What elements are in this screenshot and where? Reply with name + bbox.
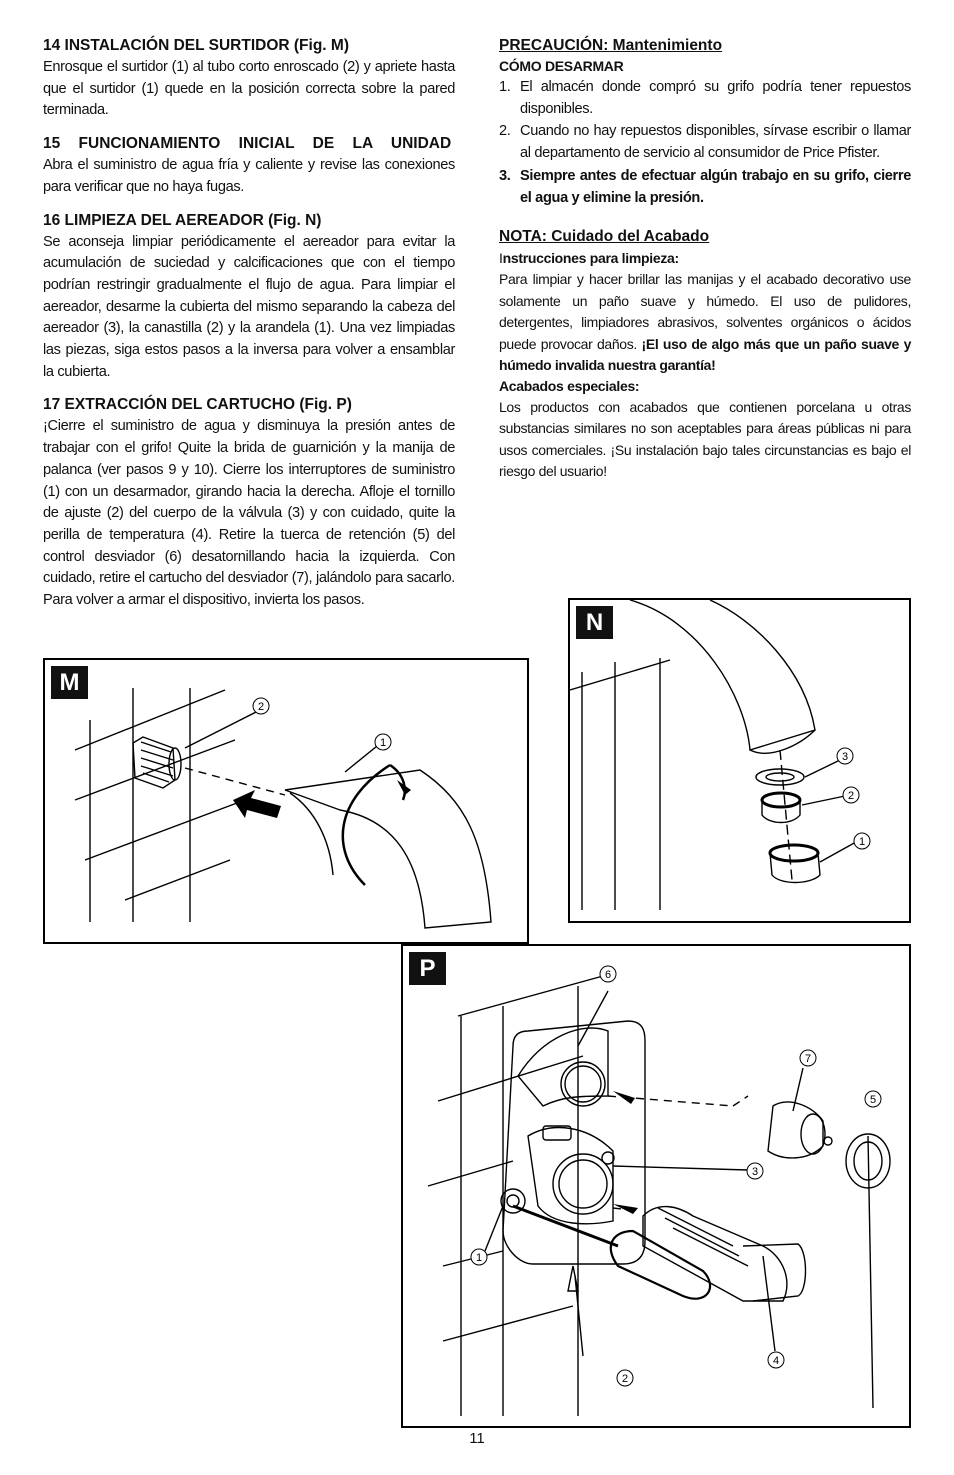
callout-2: 2 — [621, 1373, 629, 1385]
page-number: 11 — [469, 1430, 485, 1447]
list-item: 2. Cuando no hay repuestos disponibles, sírvase escribir o llamar al departamento de servicio al consumidor de Price Pfister. — [499, 123, 911, 162]
special-finishes-text: Los productos con acabados que contienen porcelana u otras substancias similares no son aceptables para áreas públicas ni para usos comerciales. ¡Su instalación bajo tales circunstancias es bajo el riesgo del usuario! — [499, 398, 911, 480]
cleaning-instructions-title: Instrucciones para limpieza: — [499, 250, 679, 267]
section-15-title: 15 FUNCIONAMIENTO INICIAL DE LA UNIDAD — [43, 135, 452, 153]
callout-7: 7 — [804, 1053, 812, 1065]
left-column — [43, 36, 455, 624]
section-17-text: ¡Cierre el suministro de agua y disminuya la presión antes de trabajar con el grifo! Quite la brida de guarnición y la manija de palanca (ver pasos 9 y 10). Cierre los interruptores de suministro (1) con un desarmador, girando hacia la derecha. Afloje el tornillo de ajuste (2) del cuerpo de la válvula (3) y con cuidado, quite la perilla de temperatura (4). Retire la tuerca de retención (5) del control desviador (6) desatornillando hacia la izquierda. Con cuidado, retire el cartucho del desviador (7), jalándolo para sacarlo. Para volver a armar el dispositivo, invierta los pasos. — [43, 418, 455, 609]
callout-2: 2 — [847, 790, 855, 802]
callout-1: 1 — [858, 836, 866, 848]
callout-2: 2 — [257, 701, 265, 713]
callout-6: 6 — [604, 969, 612, 981]
figure-label: M — [51, 666, 88, 699]
callout-5: 5 — [869, 1094, 877, 1106]
section-16-title: 16 LIMPIEZA DEL AEREADOR (Fig. N) — [43, 211, 322, 229]
section-17-title: 17 EXTRACCIÓN DEL CARTUCHO (Fig. P) — [43, 396, 352, 414]
callout-4: 4 — [772, 1355, 780, 1367]
special-finishes-title: Acabados especiales: — [499, 377, 640, 394]
list-item: 1. El almacén donde compró su grifo podría tener repuestos disponibles. — [499, 79, 911, 117]
list-item: 3. Siempre antes de efectuar algún trabajo en su grifo, cierre el agua y elimine la presión. — [499, 167, 911, 206]
disassemble-title: CÓMO DESARMAR — [499, 58, 624, 74]
figure-n — [568, 598, 911, 923]
note-title: NOTA: Cuidado del Acabado — [499, 228, 710, 246]
figure-label: N — [576, 606, 613, 639]
callout-1: 1 — [379, 737, 387, 749]
section-14-text: Enrosque el surtidor (1) al tubo corto enroscado (2) y apriete hasta que el surtidor (1) quede en la posición correcta sobre la pared terminada. — [43, 59, 455, 119]
caution-title: PRECAUCIÓN: Mantenimiento — [499, 37, 723, 54]
section-16-text: Se aconseja limpiar periódicamente el aereador para evitar la acumulación de suciedad y calcificaciones que con el tiempo podrían restringir gradualmente el flujo de agua. Para limpiar el aereador, desarme la cubierta del mismo separando la cabeza del aereador (3), la canastilla (2) y la arandela (1). Una vez limpiadas las piezas, siga estos pasos a la inversa para volver a ensamblar la cubierta. — [43, 233, 455, 380]
callout-3: 3 — [751, 1166, 759, 1178]
section-15-text: Abra el suministro de agua fría y caliente y revise las conexiones para verificar que no haya fugas. — [43, 157, 455, 195]
callout-1: 1 — [475, 1252, 483, 1264]
figure-m — [43, 658, 529, 944]
cartridge-removal-diagram — [403, 946, 913, 1430]
cleaning-text: Para limpiar y hacer brillar las manijas y el acabado decorativo use solamente un paño suave y húmedo. El uso de pulidores, detergentes, limpiadores abrasivos, solventes orgánicos o ácidos puede provocar daños. ¡El uso de algo más que un paño suave y húmedo invalida nuestra garantía! — [499, 271, 911, 374]
steps-list — [499, 77, 911, 209]
callout-3: 3 — [841, 751, 849, 763]
aerator-diagram — [570, 600, 913, 925]
figure-label: P — [409, 952, 446, 985]
section-14-title: 14 INSTALACIÓN DEL SURTIDOR (Fig. M) — [43, 37, 349, 54]
spout-installation-diagram — [45, 660, 531, 946]
figure-p — [401, 944, 911, 1428]
right-column — [499, 36, 911, 495]
